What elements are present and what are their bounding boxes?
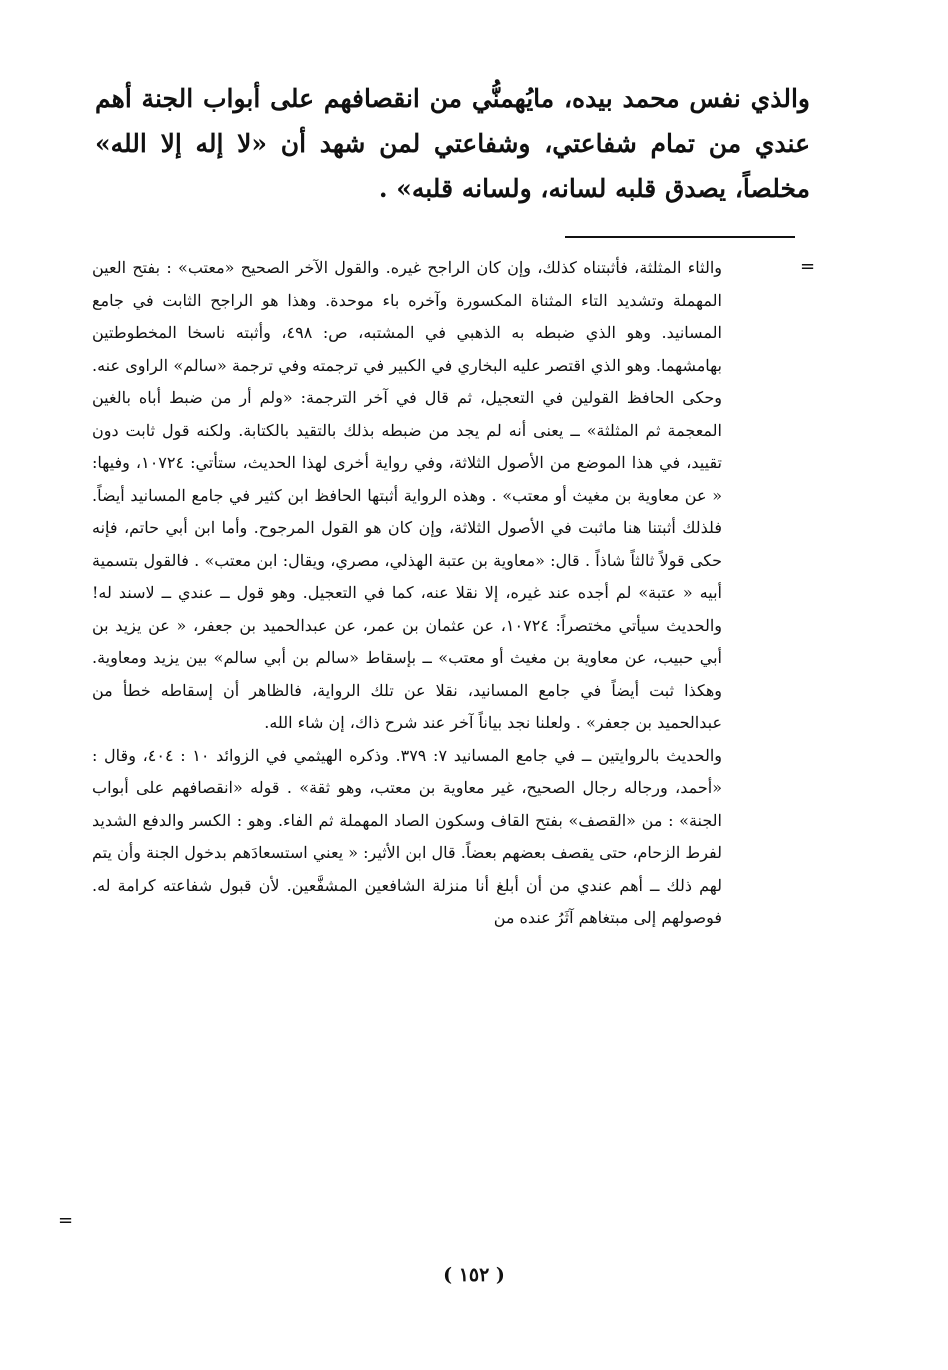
continuation-mark-top: =	[800, 256, 816, 277]
continuation-mark-bottom: =	[58, 1210, 74, 1231]
main-paragraph: والذي نفس محمد بيده، مايُهمنُّي من انقصافهم على أبواب الجنة أهم عندي من تمام شفاعتي، وشفاعتي لمن شهد أن «لا إله إلا الله» مخلصاً، يصدق قلبه لسانه، ولسانه قلبه» .	[95, 84, 810, 203]
footnote-paragraph-2: والحديث بالروايتين ــ في جامع المسانيد ٧: ٣٧٩. وذكره الهيثمي في الزوائد ١٠ : ٤٠٤، وقال : «أحمد، ورجاله رجال الصحيح، غير معاوية بن معتب، وهو ثقة» . قوله «انقصافهم على أبواب الجنة» : من «القصف» بفتح القاف وسكون الصاد المهملة ثم الفاء. وهو : الكسر والدفع الشديد لفرط الزحام، حتى يقصف بعضهم بعضاً. قال ابن الأثير: « يعني استسعادَهم بدخول الجنة وأن يتم لهم ذلك ــ أهم عندي من أن أبلغ أنا منزلة الشافعين المشفَّعين. لأن قبول شفاعته كرامة له. فوصولهم إلى مبتغاهم آثَرُ عنده من	[92, 745, 723, 927]
footnotes-block	[92, 252, 722, 935]
footnote-separator	[565, 236, 795, 238]
footnote-paragraph-1: والثاء المثلثة، فأثبتناه كذلك، وإن كان الراجح غيره. والقول الآخر الصحيح «معتب» : بفتح العين المهملة وتشديد التاء المثناة المكسورة وآخره باء موحدة. وهذا هو الراجح الثابت في جامع المسانيد. وهو الذي ضبطه به الذهبي في المشتبه، ص: ٤٩٨، وأثبته ناسخا المخطوطتين بهامشهما. وهو الذي اقتصر عليه البخاري في الكبير في ترجمته وفي ترجمة «سالم» الراوى عنه. وحكى الحافظ القولين في التعجيل، ثم قال في آخر الترجمة: «ولم أر من ضبط أباه بالغين المعجمة ثم المثلثة» ــ يعنى أنه لم يجد من ضبطه بذلك بالتقيد بالكتابة. ولكنه قول ثابت دون تقييد، في هذا الموضع من الأصول الثلاثة، وفي رواية أخرى لهذا الحديث، ستأتي: ١٠٧٢٤، وفيها: « عن معاوية بن مغيث أو معتب» . وهذه الرواية أثبتها الحافظ ابن كثير في جامع المسانيد أيضاً. فلذلك أثبتنا هنا ماثبت في الأصول الثلاثة، وإن كان هو القول المرجوح. وأما ابن أبي حاتم، فإنه حكى قولاً ثالثاً شاذاً . قال: «معاوية بن عتبة الهذلي، مصري، ويقال: ابن معتب» . فالقول بتسمية أبيه « عتبة» لم أجده عند غيره، إلا نقلا عنه، كما في التعجيل. وهو قول ــ عندي ــ لاسند له! والحديث سيأتي مختصراً: ١٠٧٢٤، عن عثمان بن عمر، عن عبدالحميد بن جعفر، « عن يزيد بن أبي حبيب، عن معاوية بن مغيث أو معتب» ــ بإسقاط «سالم بن أبي سالم» بين يزيد ومعاوية. وهكذا ثبت أيضاً في جامع المسانيد، نقلا عن تلك الرواية، فالظاهر أن إسقاطه خطأ من عبدالحميد بن جعفر» . ولعلنا نجد بياناً آخر عند شرح ذاك، إن شاء الله.	[92, 258, 723, 732]
main-text-block	[95, 76, 810, 211]
page-number: ( ١٥٢ )	[443, 1264, 505, 1286]
